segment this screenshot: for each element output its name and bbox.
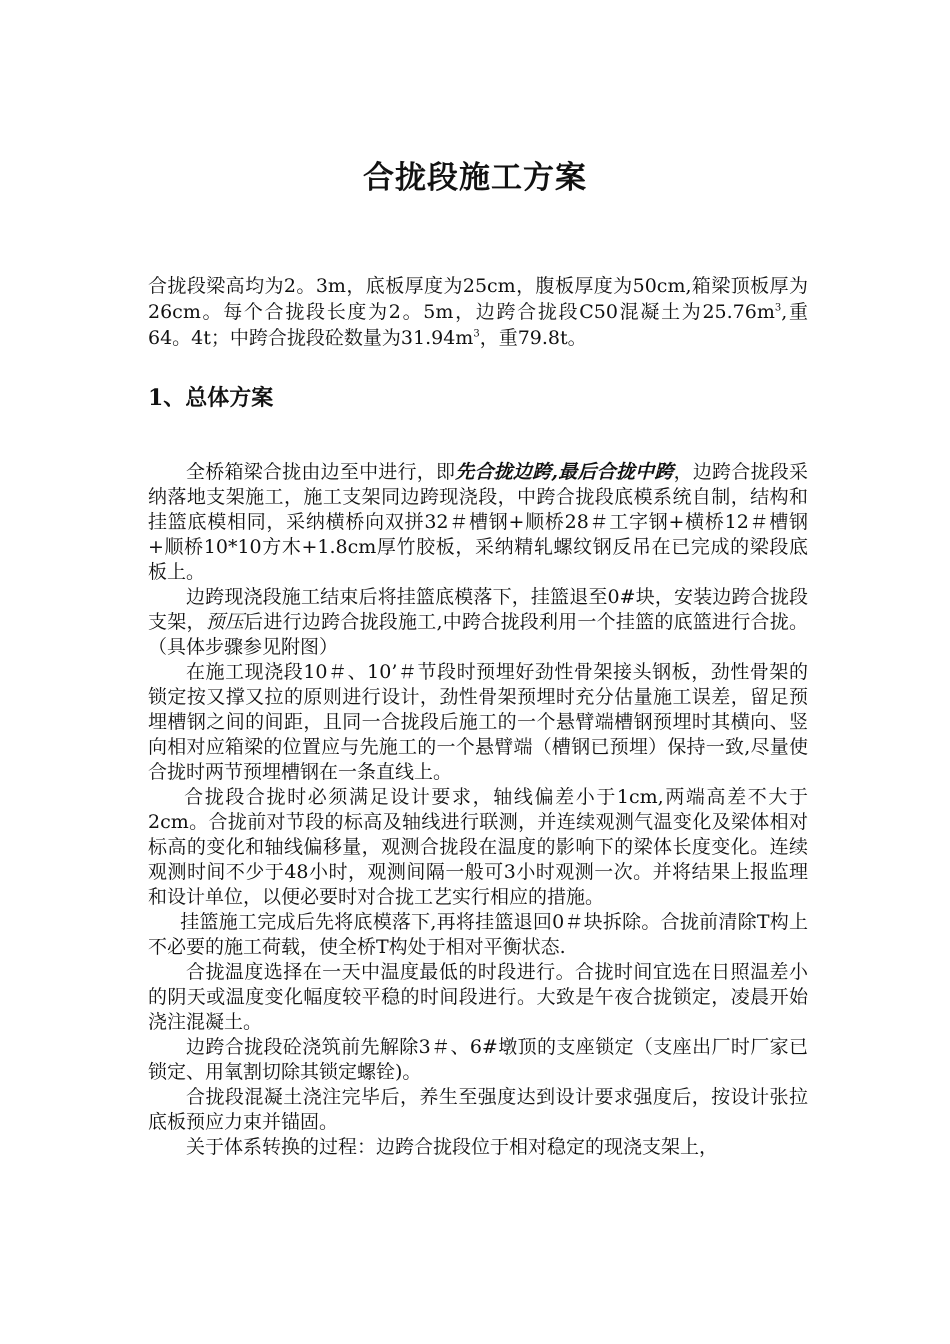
paragraph-8: 合拢段混凝土浇注完毕后，养生至强度达到设计要求强度后，按设计张拉底板预应力束并锚固。: [148, 1086, 808, 1133]
emphasized-text: 先合拢边跨,最后合拢中跨: [455, 461, 674, 483]
paragraph-5: 挂篮施工完成后先将底模落下,再将挂篮退回0＃块拆除。合拢前清除T构上不必要的施工荷载，使全桥T构处于相对平衡状态.: [148, 911, 808, 958]
cubic-superscript-2: 3: [473, 328, 480, 340]
paragraph-4: 合拢段合拢时必须满足设计要求，轴线偏差小于1cm,两端高差不大于2cm。合拢前对节段的标高及轴线进行联测，并连续观测气温变化及梁体相对标高的变化和轴线偏移量，观测合拢段在温度的影响下的梁体长度变化。连续观测时间不少于48小时，观测间隔一般可3小时观测一次。并将结果上报监理和设计单位，以便必要时对合拢工艺实行相应的措施。: [148, 786, 808, 908]
intro-text-3: ，重79.8t。: [479, 327, 587, 349]
paragraph-3: 在施工现浇段10＃、10’＃节段时预埋好劲性骨架接头钢板，劲性骨架的锁定按又撑又拉的原则进行设计，劲性骨架预埋时充分估量施工误差，留足预埋槽钢之间的间距，且同一合拢段后施工的一个悬臂端槽钢预埋时其横向、竖向相对应箱梁的位置应与先施工的一个悬臂端（槽钢已预埋）保持一致,尽量使合拢时两节预埋槽钢在一条直线上。: [148, 661, 808, 783]
intro-text-2: ,重64。4t；中跨合拢段砼数量为31.94m: [148, 301, 809, 349]
paragraph-9: 关于体系转换的过程：边跨合拢段位于相对稳定的现浇支架上，: [186, 1136, 719, 1158]
paragraph-6: 合拢温度选择在一天中温度最低的时段进行。合拢时间宜选在日照温差小的阴天或温度变化幅度较平稳的时间段进行。大致是午夜合拢锁定，凌晨开始浇注混凝土。: [148, 961, 808, 1033]
intro-paragraph: [148, 273, 808, 351]
paragraph-1-text: 全桥箱梁合拢由边至中进行，即: [186, 461, 456, 483]
section-heading: 1、总体方案: [148, 385, 274, 411]
paragraph-7: 边跨合拢段砼浇筑前先解除3＃、6#墩顶的支座锁定（支座出厂时厂家已锁定、用氧割切除其锁定螺铨)。: [148, 1036, 808, 1083]
section-body: [148, 460, 808, 1160]
paragraph-2-text: 边跨现浇段施工结束后将挂篮底模落下，挂篮退至0#块，安装边跨合拢段支架，: [148, 586, 808, 633]
page-title: 合拢段施工方案: [363, 160, 587, 196]
paragraph-1-text-continued: ，边跨合拢段采纳落地支架施工，施工支架同边跨现浇段，中跨合拢段底模系统自制，结构和挂篮底模相同，采纳横桥向双拼32＃槽钢+顺桥28＃工字钢+横桥12＃槽钢+顺桥10*10方木+1.8cm厚竹胶板，采纳精轧螺纹钢反吊在已完成的梁段底板上。: [148, 461, 808, 583]
paragraph-2: [148, 585, 808, 660]
italic-text: 预压: [205, 611, 245, 633]
paragraph-1: [148, 460, 808, 585]
paragraph-2-text-continued: 后进行边跨合拢段施工,中跨合拢段利用一个挂篮的底篮进行合拢。（具体步骤参见附图）: [148, 611, 808, 658]
intro-text-1: 合拢段梁高均为2。3m，底板厚度为25cm，腹板厚度为50cm,箱梁顶板厚为26cm。每个合拢段长度为2。5m，边跨合拢段C50混凝土为25.76m: [148, 275, 808, 323]
cubic-superscript-1: 3: [774, 302, 782, 314]
